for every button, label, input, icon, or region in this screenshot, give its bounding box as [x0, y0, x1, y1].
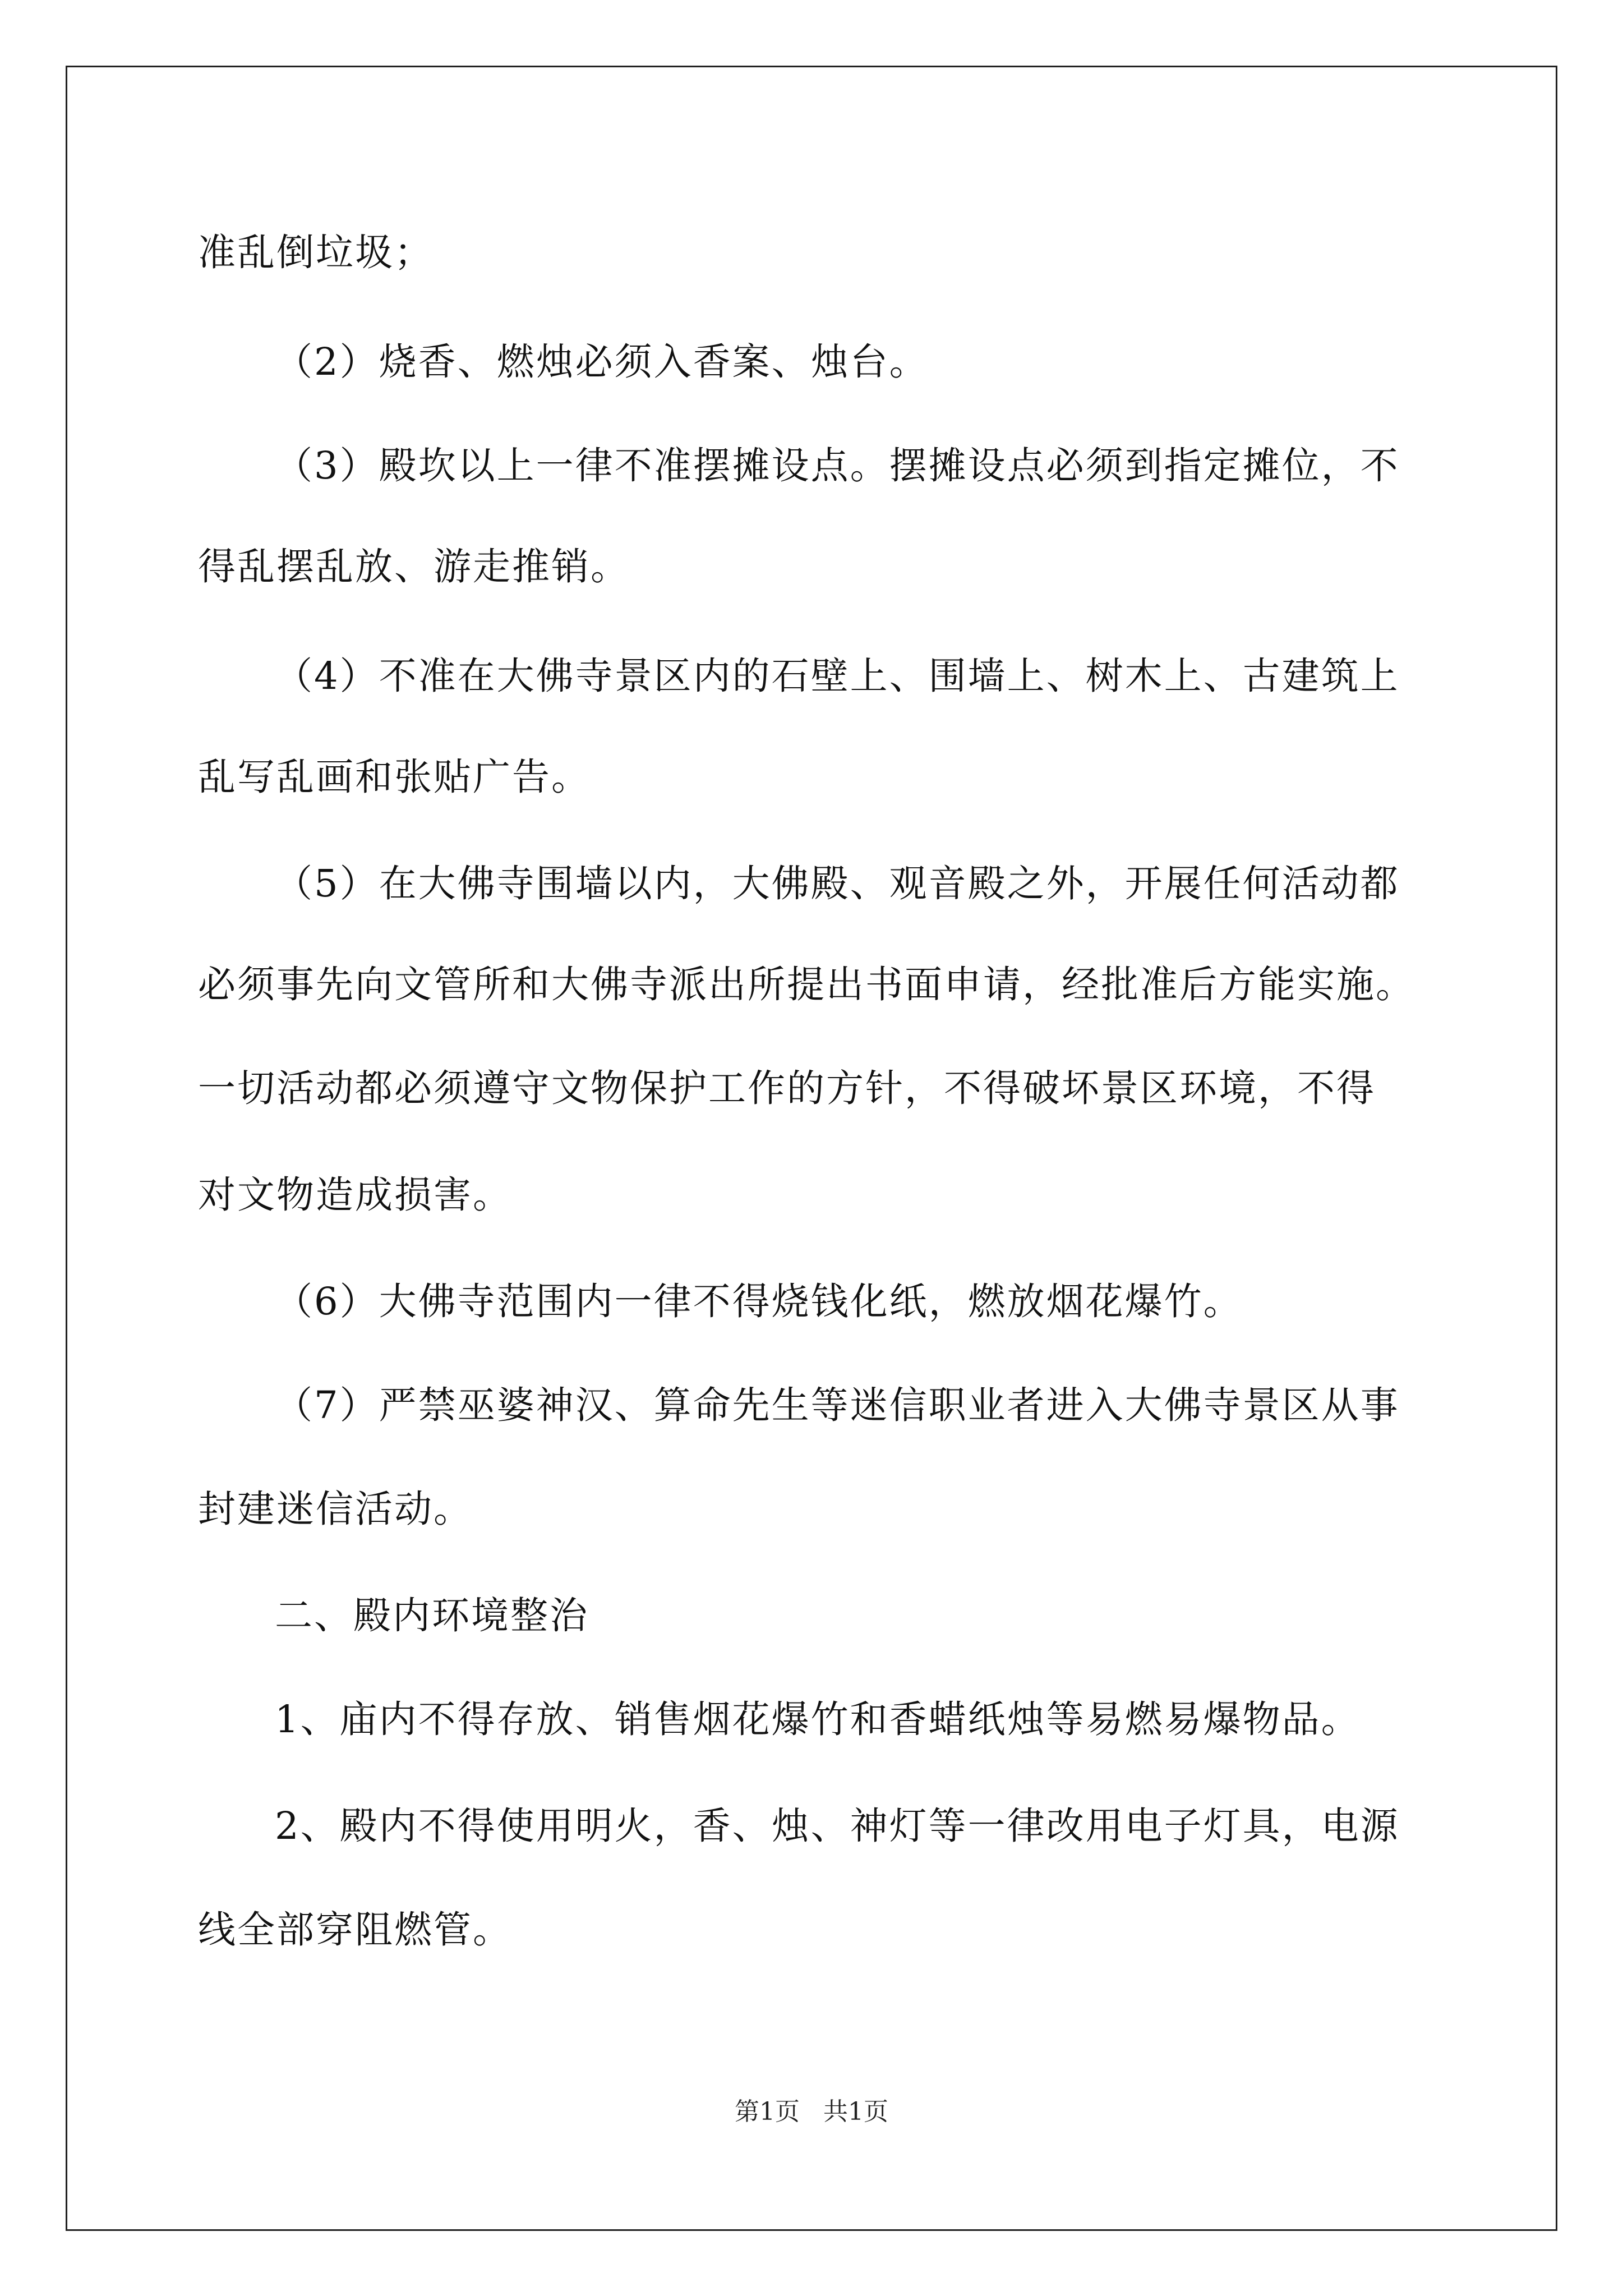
text-line: 乱写乱画和张贴广告。 — [198, 755, 591, 799]
text-line: 对文物造成损害。 — [198, 1173, 512, 1217]
text-line: 准乱倒垃圾； — [198, 231, 434, 274]
text-line: （5）在大佛寺围墙以内，大佛殿、观音殿之外，开展任何活动都 — [275, 862, 1400, 905]
text-line: （7）严禁巫婆神汉、算命先生等迷信职业者进入大佛寺景区从事 — [275, 1383, 1400, 1427]
text-line: 得乱摆乱放、游走推销。 — [198, 545, 630, 588]
text-line: 1、庙内不得存放、销售烟花爆竹和香蜡纸烛等易燃易爆物品。 — [275, 1697, 1361, 1741]
text-line: 必须事先向文管所和大佛寺派出所提出书面申请，经批准后方能实施。 — [198, 963, 1415, 1006]
text-line: （2）烧香、燃烛必须入香案、烛台。 — [275, 340, 929, 384]
text-line: 封建迷信活动。 — [198, 1487, 473, 1531]
page-border — [66, 66, 1557, 2231]
text-line: （3）殿坎以上一律不准摆摊设点。摆摊设点必须到指定摊位，不 — [275, 444, 1400, 487]
text-line: 2、殿内不得使用明火，香、烛、神灯等一律改用电子灯具，电源 — [275, 1804, 1400, 1848]
page-footer: 第1页 共1页 — [735, 2097, 888, 2126]
text-line: 一切活动都必须遵守文物保护工作的方针，不得破坏景区环境，不得 — [198, 1066, 1376, 1110]
text-line: （6）大佛寺范围内一律不得烧钱化纸，燃放烟花爆竹。 — [275, 1280, 1243, 1323]
section-heading: 二、殿内环境整治 — [275, 1594, 589, 1637]
text-line: 线全部穿阻燃管。 — [198, 1908, 512, 1952]
text-line: （4）不准在大佛寺景区内的石壁上、围墙上、树木上、古建筑上 — [275, 654, 1400, 698]
